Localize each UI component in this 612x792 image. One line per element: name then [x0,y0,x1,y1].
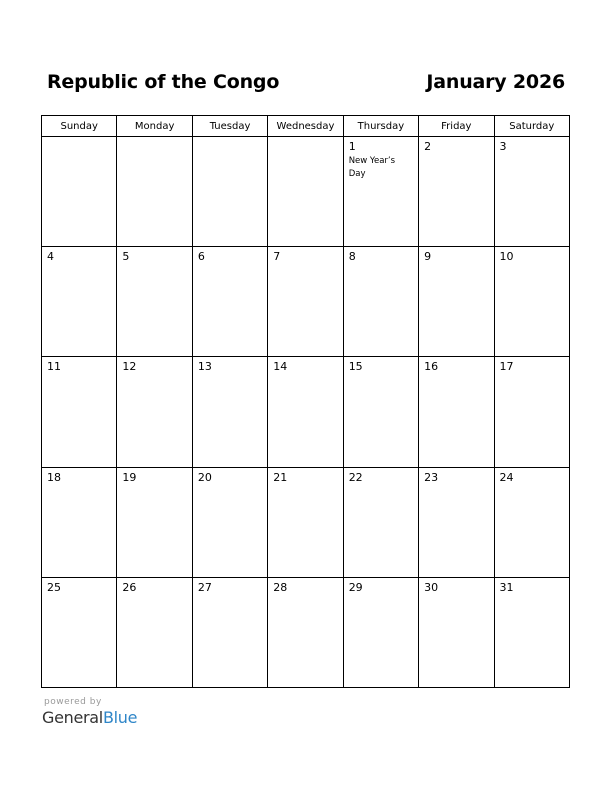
day-cell [419,137,494,247]
week-row [42,247,570,357]
day-cell [117,137,192,247]
day-number: 5 [122,250,130,264]
day-cell [42,467,117,577]
logo-text-blue: Blue [102,708,138,727]
day-number: 4 [47,250,54,264]
day-number: 25 [47,580,61,594]
day-number: 28 [273,580,288,594]
day-cell [117,247,192,357]
day-cell [343,247,418,357]
weekday-tuesday: Tuesday [192,116,267,137]
day-number: 29 [348,580,363,594]
day-number [193,137,267,140]
day-cell [419,577,494,687]
day-number: 12 [122,360,137,374]
day-cell [117,357,192,467]
day-number: 14 [273,360,288,374]
day-number: 7 [273,250,281,264]
day-number: 2 [424,140,432,153]
calendar-grid [41,115,570,688]
day-cell [268,467,343,577]
day-cell [192,577,267,687]
day-number [42,137,116,140]
day-cell [192,247,267,357]
day-number: 10 [499,250,514,264]
day-cell [42,357,117,467]
day-cell [343,577,418,687]
day-number: 11 [47,360,61,374]
day-number: 20 [197,470,212,484]
day-cell [117,467,192,577]
day-cell [419,247,494,357]
week-row [42,467,570,577]
day-cell [42,577,117,687]
generalblue-logo[interactable] [42,708,137,727]
day-number [268,137,342,140]
day-cell [192,467,267,577]
logo-text-general: General [42,708,103,727]
week-row [42,357,570,467]
header-country-title: Republic of the Congo [47,71,280,93]
day-cell [419,357,494,467]
day-cell [343,357,418,467]
week-row [42,577,570,687]
day-cell [494,137,569,247]
header-month-title: January 2026 [426,71,565,93]
day-number: 27 [197,580,212,594]
day-cell [42,137,117,247]
weekday-friday: Friday [419,116,494,137]
day-cell [494,357,569,467]
day-cell [192,137,267,247]
week-row [42,137,570,247]
day-cell [42,247,117,357]
day-number: 6 [197,250,205,264]
day-cell [268,247,343,357]
weekday-wednesday: Wednesday [268,116,343,137]
day-number: 15 [348,360,363,374]
day-number: 13 [197,360,212,374]
day-number: 22 [348,470,363,484]
day-number: 24 [499,470,514,484]
day-cell [419,467,494,577]
day-cell [494,247,569,357]
day-cell [192,357,267,467]
day-cell [268,577,343,687]
day-number: 17 [499,360,514,374]
day-number: 3 [499,140,507,153]
day-cell [343,467,418,577]
day-number: 23 [424,470,439,484]
day-number: 9 [424,250,432,264]
powered-by-label: powered by [44,697,102,707]
day-cell [494,577,569,687]
day-number: 16 [424,360,439,374]
day-number [117,137,191,140]
day-number: 1 [348,140,356,153]
day-number: 30 [424,580,439,594]
day-number: 19 [122,470,137,484]
weekday-monday: Monday [117,116,192,137]
weekday-thursday: Thursday [343,116,418,137]
day-number: 21 [273,470,288,484]
holiday-label: New Year’s Day [348,156,396,179]
day-number: 18 [47,470,61,484]
weekday-saturday: Saturday [494,116,569,137]
weekday-header-row [42,116,570,137]
day-cell [494,467,569,577]
day-cell [268,357,343,467]
day-number: 8 [348,250,356,264]
day-cell [117,577,192,687]
day-number: 26 [122,580,137,594]
day-cell [268,137,343,247]
day-cell [343,137,418,247]
weekday-sunday: Sunday [42,116,117,137]
day-number: 31 [499,580,514,594]
